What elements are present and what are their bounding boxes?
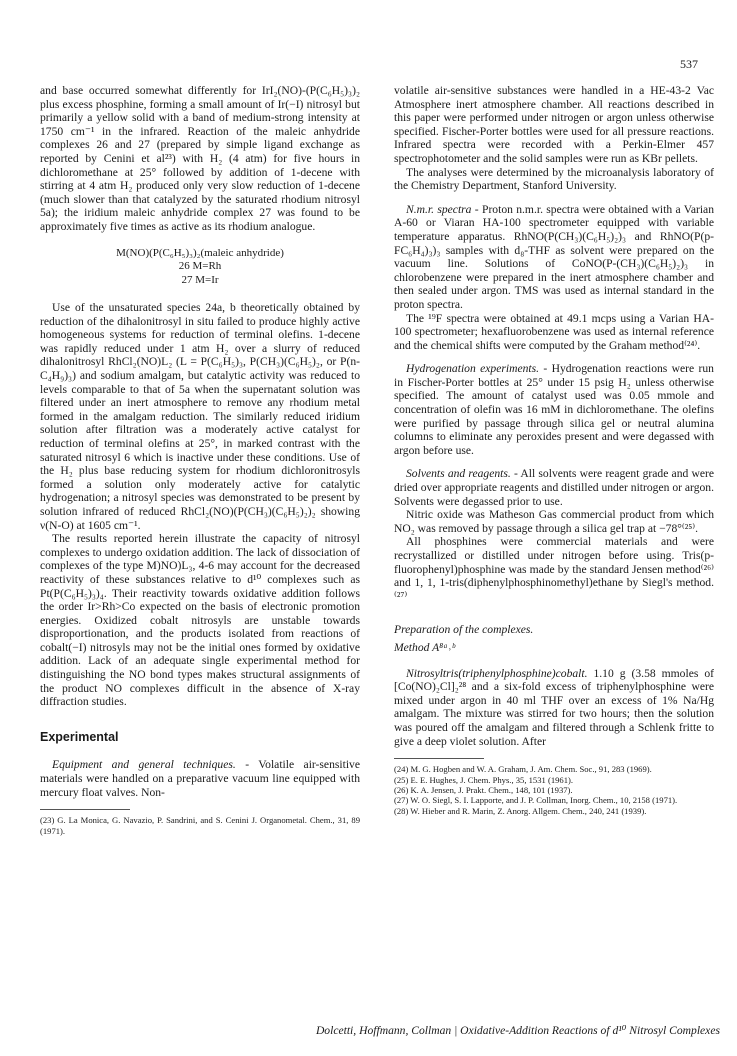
subsection-title: Solvents and reagents. — [406, 467, 511, 481]
footnote: (26) K. A. Jensen, J. Prakt. Chem., 148, 101 (1937). — [394, 784, 573, 795]
subsection-title: N.m.r. spectra — [406, 202, 472, 216]
subsection-title: Equipment and general techniques. — [52, 758, 236, 772]
subsection-text: - All solvents were reagent grade and were dried over appropriate reagents and distilled under nitrogen or argon. Solvents were degassed prior to use. — [394, 467, 714, 508]
complex-formula-block — [40, 247, 360, 288]
page-number: 537 — [680, 57, 698, 71]
subsection-title: Nitrosyltris(triphenylphosphine)cobalt. — [406, 666, 588, 680]
method-title: Method A⁸ᵃ˒ᵇ — [394, 640, 455, 654]
body-paragraph: All phosphines were commercial materials and were recrystallized or distilled under nitrogen before using. Tris(p-fluorophenyl)phosphine was made by the standard Jensen method⁽²⁶⁾ and 1, 1, 1-tris(diphenylphosphinomethyl)ethane by Siegl's method.⁽²⁷⁾ — [394, 535, 714, 603]
body-paragraph: Use of the unsaturated species 24a, b theoretically obtained by reduction of the dihalonitrosyl in situ failed to produce highly active homogeneous systems for reduction of terminal olefins. 1-decene was rapidly reduced under 1 atm H₂ over a slurry of reduced dihalonitrosyl RhCl₂(NO)L₂ (L = P(C₆H₅)₃, P(CH₃)(C₆H₅)₂, or P(n-C₄H₉)₃) and sodium amalgam, but catalytic activity was reduced to levels comparable to that of 5a when the supernatant solution was filtered under an inert atmosphere to remove any rhodium metal formed in the amalgam reduction. The similarly reduced iridium solution after filtration was a moderately active catalyst for reduction of terminal olefins at 25°, in marked contrast with the saturated nitrosyl 6 which is inactive under these conditions. Use of the H₂ plus base reducing system for rhodium dichloronitrosyls formed a solution only moderately active for catalytic hydrogenation; a nitrosyl species was demonstrated to be present by solution infrared of reduced RhCl₂(NO)(P(CH₃)(C₆H₅)₂)₂ showing ν(N-O) at 1605 cm⁻¹. — [40, 301, 360, 532]
body-paragraph: The ¹⁹F spectra were obtained at 49.1 mcps using a Varian HA-100 spectrometer; hexafluorobenzene was used as internal reference and the chemical shifts were computed by the Graham method⁽²⁴⁾. — [394, 311, 714, 352]
footnote: (23) G. La Monica, G. Navazio, P. Sandrini, and S. Cenini J. Organometal. Chem., 31, 89 (1971). — [40, 815, 360, 836]
footnote: (27) W. O. Siegl, S. I. Lapporte, and J. P. Collman, Inorg. Chem., 10, 2158 (1971). — [394, 795, 678, 806]
preparation-title: Preparation of the complexes. — [394, 623, 534, 637]
hydrogenation-paragraph — [394, 362, 714, 457]
solvents-paragraph — [394, 467, 714, 508]
body-paragraph: Nitric oxide was Matheson Gas commercial product from which NO₂ was removed by passage through a silica gel trap at −78°⁽²⁵⁾. — [394, 508, 714, 535]
right-column — [394, 84, 714, 816]
nitrosyl-paragraph — [394, 667, 714, 749]
body-paragraph: The results reported herein illustrate the capacity of nitrosyl complexes to undergo oxidation addition. The lack of dissociation of complexes of the type M)NO)L₃, 4-6 may account for the decreased reactivity of these substances relative to d¹⁰ complexes such as Pt(P(C₆H₅)₃)₄. Their reactivity towards oxidative addition follows the order Ir>Rh>Co expected on the basis of electronic promotion energies. Oxidized cobalt nitrosyls are unstable towards disproportionation, and the products isolated from reactions of cobalt(−I) nitrosyls may not be the initial ones formed by oxidative addition. Lack of an adequate single experimental method for distinguishing the NO bond types makes structural assignments of the product NO complexes difficult in the absence of X-ray diffraction studies. — [40, 532, 360, 709]
left-column — [40, 84, 360, 836]
footnote-divider — [40, 809, 130, 810]
subsection-text: 1.10 g (3.58 mmoles of [Co(NO)₂Cl]₂²⁸ and a six-fold excess of triphenylphosphine were mixed under argon in 40 ml THF over an excess of 1% Na/Hg amalgam. The mixture was stirred for two hours; then the solution was poured off the amalgam and filtered through a Schlenk fritte to give a deep violet solution. After — [394, 666, 714, 748]
running-footer: Dolcetti, Hoffmann, Collman | Oxidative-Addition Reactions of d¹⁰ Nitrosyl Complexes — [315, 1024, 720, 1037]
subsection-title: Hydrogenation experiments. — [406, 362, 540, 376]
complex-formula: M(NO)(P(C₆H₅)₃)₂(maleic anhydride) — [116, 246, 284, 259]
footnote: (24) M. G. Hogben and W. A. Graham, J. Am. Chem. Soc., 91, 283 (1969). — [394, 764, 652, 775]
footnote-divider — [394, 758, 484, 759]
complex-27-label: 27 M=Ir — [181, 273, 219, 286]
footnotes-right — [394, 764, 714, 816]
footnote: (25) E. E. Hughes, J. Chem. Phys., 35, 1531 (1961). — [394, 774, 574, 785]
subsection-text: - Volatile air-sensitive materials were handled on a preparative vacuum line equipped with mercury float valves. Non- — [40, 758, 360, 799]
footnotes-left — [40, 815, 360, 836]
body-paragraph: and base occurred somewhat differently for IrI₂(NO)-(P(C₆H₅)₃)₂ plus excess phosphine, forming a small amount of Ir(−I) nitrosyl but primarily a yellow solid with a band of medium-strong intensity at 1750 cm⁻¹ in the infrared. Reaction of the maleic anhydride complexes 26 and 27 (prepared by simple ligand exchange as reported by Cenini et al²³) with H₂ (4 atm) for five hours in dichloromethane at 25° followed by addition of 1-decene with stirring at 4 atm H₂ produced only very slow reduction of 1-decene (much slower than that catalyzed by the saturated rhodium nitrosyl 5a); the iridium maleic anhydride complex 27 was found to be approximately five times as active as its rhodium analogue. — [40, 84, 360, 233]
nmr-paragraph — [394, 203, 714, 312]
body-paragraph: volatile air-sensitive substances were handled in a HE-43-2 Vac Atmosphere inert atmosphere chamber. All reactions described in this paper were performed under nitrogen or argon unless otherwise specified. Fischer-Porter bottles were used for all pressure reactions. Infrared spectra were recorded with a Perkin-Elmer 457 spectrophotometer and the solid samples were run as KBr pellets. — [394, 84, 714, 165]
subsection-text: - Proton n.m.r. spectra were obtained with a Varian A-60 or Viaran HA-100 spectrometer equipped with variable temperature apparatus. RhNO(P(CH₃)(C₆H₅)₂)₃ and RhNO(P(p-FC₆H₄)₃)₃ samples with d₈-THF as solvent were prepared on the vacuum line. Solutions of CoNO(P-(CH₃)(C₆H₅)₂)₃ in chlorobenzene were prepared in the inert atmosphere chamber and then sealed under argon. TMS was used as internal standard in the proton spectra. — [394, 202, 714, 311]
equipment-paragraph — [40, 758, 360, 799]
complex-26-label: 26 M=Rh — [178, 260, 222, 273]
footnote: (28) W. Hieber and R. Marin, Z. Anorg. Allgem. Chem., 240, 241 (1939). — [394, 805, 647, 816]
body-paragraph: The analyses were determined by the microanalysis laboratory of the Chemistry Department, Stanford University. — [394, 165, 714, 193]
subsection-text: - Hydrogenation reactions were run in Fischer-Porter bottles at 25° under 15 psig H₂ unless otherwise specified. The amount of catalyst used was 0.05 mmole and concentration of olefin was 16 mM in dichloromethane. The olefins were purified by passage through silica gel or neutral alumina columns to eliminate any peroxides present and were degassed with argon before use. — [394, 362, 714, 457]
section-heading-experimental: Experimental — [40, 729, 119, 744]
